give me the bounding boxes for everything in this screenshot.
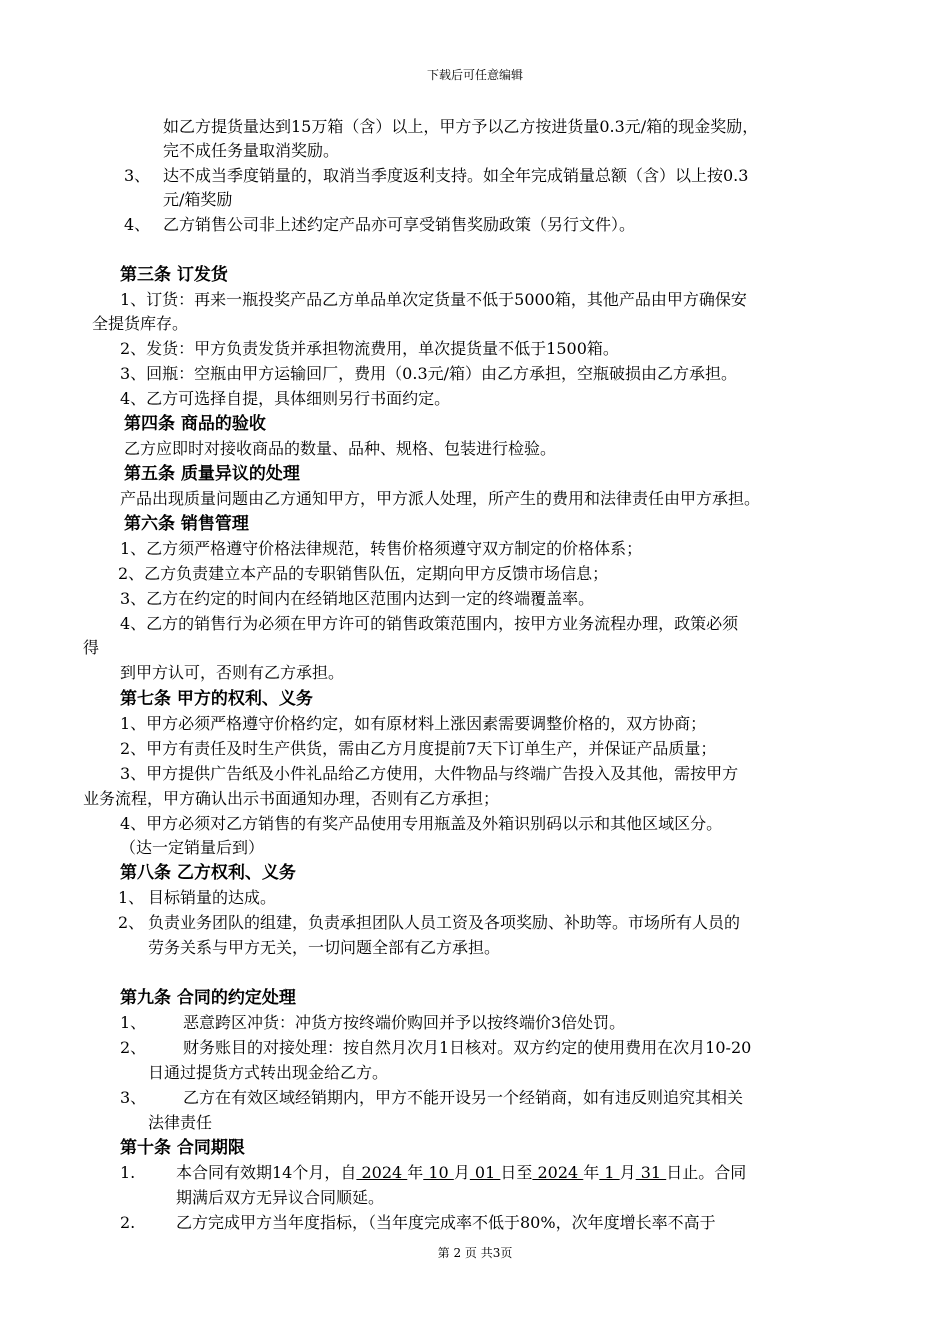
text-line: 元/箱奖励	[163, 190, 233, 209]
text-line: 4、乙方的销售行为必须在甲方许可的销售政策范围内，按甲方业务流程办理，政策必须	[120, 614, 739, 633]
list-number: 2、	[118, 913, 145, 932]
text-line: 财务账目的对接处理：按自然月次月1日核对。双方约定的使用费用在次月10-20	[183, 1038, 752, 1057]
end-day: 31	[635, 1163, 667, 1182]
text-line: 乙方销售公司非上述约定产品亦可享受销售奖励政策（另行文件）。	[163, 215, 636, 234]
section-heading: 第四条 商品的验收	[124, 414, 266, 434]
text-line: 乙方完成甲方当年度指标，（当年度完成率不低于80%，次年度增长率不高于	[176, 1213, 716, 1232]
text-line: 1、乙方须严格遵守价格法律规范，转售价格须遵守双方制定的价格体系；	[120, 539, 643, 558]
text-line: 全提货库存。	[92, 314, 189, 333]
list-number: 1、	[118, 888, 145, 907]
text-line: 4、甲方必须对乙方销售的有奖产品使用专用瓶盖及外箱识别码以示和其他区域区分。	[120, 814, 723, 833]
text-line: 到甲方认可，否则有乙方承担。	[120, 663, 345, 682]
list-number: 1、	[120, 1013, 147, 1032]
text-line: 恶意跨区冲货：冲货方按终端价购回并予以按终端价3倍处罚。	[183, 1013, 626, 1032]
text-line: 目标销量的达成。	[148, 888, 277, 907]
text-line: 期满后双方无异议合同顺延。	[176, 1188, 385, 1207]
text-line: 乙方应即时对接收商品的数量、品种、规格、包装进行检验。	[124, 439, 557, 458]
text-line: 达不成当季度销量的，取消当季度返利支持。如全年完成销量总额（含）以上按0.3	[163, 166, 749, 185]
start-month: 10	[423, 1163, 454, 1182]
text-line: 1、甲方必须严格遵守价格约定，如有原材料上涨因素需要调整价格的，双方协商；	[120, 714, 707, 733]
text-line: 日通过提货方式转出现金给乙方。	[148, 1063, 389, 1082]
text-line: 乙方在有效区域经销期内，甲方不能开设另一个经销商，如有违反则追究其相关	[183, 1088, 744, 1107]
list-number: 1.	[120, 1163, 136, 1182]
section-heading: 第九条 合同的约定处理	[120, 988, 296, 1008]
start-day: 01	[469, 1163, 501, 1182]
list-number: 2、	[120, 1038, 147, 1057]
text-line: 得	[83, 638, 100, 657]
end-year: 2024	[532, 1163, 584, 1182]
section-heading: 第十条 合同期限	[120, 1138, 245, 1158]
text-line: 2、发货：甲方负责发货并承担物流费用，单次提货量不低于1500箱。	[120, 339, 619, 358]
list-number: 2.	[120, 1213, 136, 1232]
text-line: 3、回瓶：空瓶由甲方运输回厂，费用（0.3元/箱）由乙方承担，空瓶破损由乙方承担。	[120, 364, 738, 383]
text-line: 业务流程，甲方确认出示书面通知办理，否则有乙方承担；	[83, 789, 500, 808]
page-header: 下载后可任意编辑	[426, 68, 523, 82]
start-year: 2024	[356, 1163, 408, 1182]
text-line: 3、乙方在约定的时间内在经销地区范围内达到一定的终端覆盖率。	[120, 589, 595, 608]
section-heading: 第五条 质量异议的处理	[124, 464, 300, 484]
text-line: 产品出现质量问题由乙方通知甲方，甲方派人处理，所产生的费用和法律责任由甲方承担。	[120, 489, 761, 508]
text-line: （达一定销量后到）	[120, 838, 265, 857]
section-heading: 第七条 甲方的权利、义务	[120, 689, 313, 709]
section-heading: 第六条 销售管理	[124, 514, 249, 534]
end-month: 1	[599, 1163, 620, 1182]
text-line: 3、甲方提供广告纸及小件礼品给乙方使用，大件物品与终端广告投入及其他，需按甲方	[120, 764, 739, 783]
text-line: 2、乙方负责建立本产品的专职销售队伍，定期向甲方反馈市场信息；	[118, 564, 609, 583]
text-line: 如乙方提货量达到15万箱（含）以上，甲方予以乙方按进货量0.3元/箱的现金奖励，	[163, 117, 759, 136]
text-line: 本合同有效期14个月，自 2024 年 10 月 01 日至 2024 年 1 月 31 日止。合同	[176, 1163, 747, 1182]
list-number: 3、	[124, 166, 151, 185]
section-heading: 第三条 订发货	[120, 265, 228, 285]
section-heading: 第八条 乙方权利、义务	[120, 863, 296, 883]
list-number: 4、	[124, 215, 151, 234]
page-footer: 第 2 页 共3页	[437, 1246, 513, 1260]
text-line: 劳务关系与甲方无关，一切问题全部有乙方承担。	[148, 938, 501, 957]
text-line: 4、乙方可选择自提，具体细则另行书面约定。	[120, 389, 451, 408]
text-line: 负责业务团队的组建，负责承担团队人员工资及各项奖励、补助等。市场所有人员的	[148, 913, 741, 932]
text-line: 2、甲方有责任及时生产供货，需由乙方月度提前7天下订单生产，并保证产品质量；	[120, 739, 717, 758]
text-line: 完不成任务量取消奖励。	[163, 141, 340, 160]
text-line: 法律责任	[148, 1113, 213, 1132]
text-line: 1、订货：再来一瓶投奖产品乙方单品单次定货量不低于5000箱，其他产品由甲方确保安	[120, 290, 747, 309]
list-number: 3、	[120, 1088, 147, 1107]
